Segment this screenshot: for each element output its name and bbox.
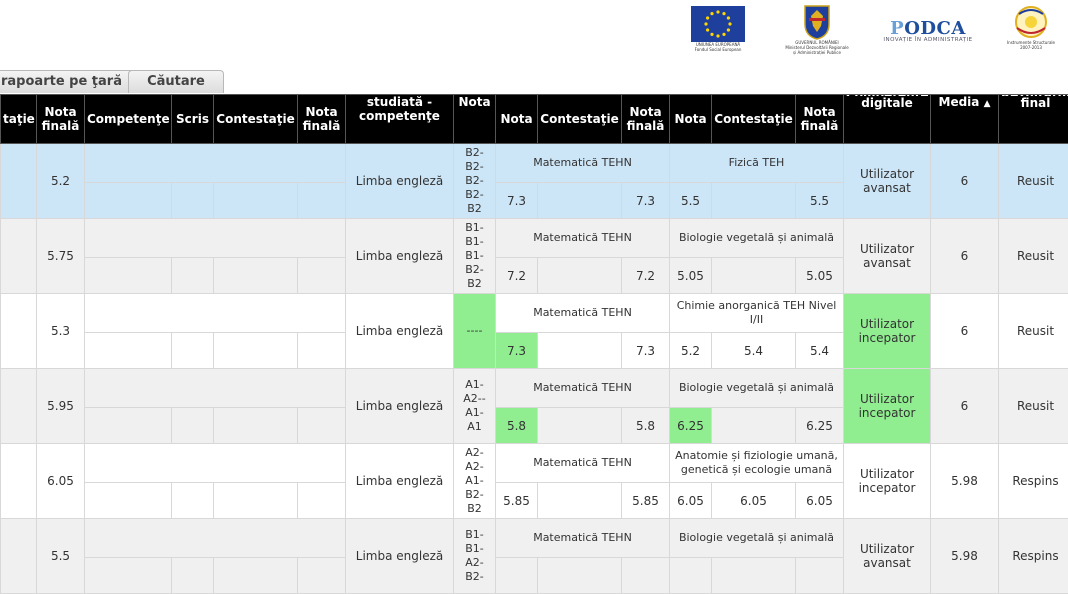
table-row[interactable] [1,369,1068,408]
cell-subj2-contestatie: 6.05 [712,483,796,519]
cell-subj2-contestatie [712,258,796,294]
col-rezultat-final[interactable]: final [999,95,1068,144]
cell-subject-1: Matematică TEHN [496,144,670,183]
cell-subj2-nota-finala [796,558,844,594]
cell-subject-2: Anatomie și fiziologie umană, genetică și ecologie umană [670,444,844,483]
cell-media: 6 [931,294,999,369]
cell-subj2-nota-finala: 6.05 [796,483,844,519]
cell-subj1-contestatie [538,183,622,219]
cell-subject-2: Biologie vegetală și animală [670,519,844,558]
cell-nota-finala-2 [298,183,346,219]
cell-media: 6 [931,219,999,294]
table-row[interactable] [1,294,1068,333]
tab-bar [0,70,1068,94]
cell-subj1-nota: 5.85 [496,483,538,519]
cell-competente [85,483,172,519]
cell-subject-1: Matematică TEHN [496,519,670,558]
cell-subj2-nota-finala: 5.05 [796,258,844,294]
col-scris[interactable]: Scris [172,95,214,144]
cell-subj1-nota: 5.8 [496,408,538,444]
cell-subject-1: Matematică TEHN [496,294,670,333]
cell-subj1-nota-finala: 7.3 [622,333,670,369]
col-contestatie[interactable]: Contestaţie [214,95,298,144]
cell-subject-1: Matematică TEHN [496,219,670,258]
instrumente-structurale-logo: Instrumente Structurale 2007-2013 [1000,4,1062,50]
col-subj2-nota[interactable]: Nota [670,95,712,144]
cell-subject-1: Matematică TEHN [496,444,670,483]
cell-scris [172,258,214,294]
cell-subject-2: Biologie vegetală și animală [670,369,844,408]
cell-contestatie-2 [214,333,298,369]
cell-subj2-nota: 5.05 [670,258,712,294]
cell-rezultat: Reusit [999,369,1068,444]
cell-rezultat: Reusit [999,144,1068,219]
header-logos [0,0,1068,70]
cell-subject-2: Chimie anorganică TEH Nivel I/II [670,294,844,333]
cell-competente-digitale: Utilizator incepator [844,294,931,369]
eu-logo: UNIUNEA EUROPEANĂ Fondul Social European [690,6,746,52]
cell-nota-finala-2 [298,333,346,369]
cell-limba: Limba engleză [346,294,454,369]
cell-subj2-nota: 5.2 [670,333,712,369]
cell-competente-digitale: Utilizator avansat [844,519,931,594]
cell-subj1-contestatie [538,333,622,369]
cell-nivel: B1- B1- A2- B2- [454,519,496,594]
cell-scris [172,558,214,594]
cell-nota-finala-2 [298,258,346,294]
cell-subj2-contestatie [712,558,796,594]
cell-subj1-contestatie [538,558,622,594]
cell-nota-finala: 5.5 [37,519,85,594]
cell-subj2-nota: 5.5 [670,183,712,219]
cell-subj1-contestatie [538,258,622,294]
cell-contestatie [1,519,37,594]
cell-subj1-contestatie [538,483,622,519]
col-subj1-nota-finala[interactable]: Nota finală [622,95,670,144]
cell-rezultat: Reusit [999,294,1068,369]
cell-subj2-nota: 6.05 [670,483,712,519]
cell-subj1-contestatie [538,408,622,444]
cell-subj2-contestatie [712,183,796,219]
cell-competente-digitale: Utilizator incepator [844,444,931,519]
cell-limba: Limba engleză [346,219,454,294]
cell-competente [85,183,172,219]
cell-competente-top [85,444,346,483]
table-header-row [1,95,1068,144]
cell-nota-finala: 5.95 [37,369,85,444]
col-media[interactable]: Media ▲ [931,95,999,144]
cell-rezultat: Respins [999,519,1068,594]
results-table [0,94,1068,594]
cell-competente-digitale: Utilizator avansat [844,144,931,219]
cell-contestatie [1,144,37,219]
col-limba-studiata[interactable]: studiată - competenţe [346,95,454,144]
cell-competente [85,408,172,444]
cell-nivel: B1- B1- B1- B2- B2 [454,219,496,294]
cell-limba: Limba engleză [346,144,454,219]
cell-subj2-nota-finala: 5.5 [796,183,844,219]
cell-scris [172,483,214,519]
cell-contestatie-2 [214,558,298,594]
cell-subj2-nota-finala: 5.4 [796,333,844,369]
cell-competente-digitale: Utilizator incepator [844,369,931,444]
cell-nota-finala: 5.2 [37,144,85,219]
cell-subject-2: Biologie vegetală și animală [670,219,844,258]
cell-subj2-nota [670,558,712,594]
tab-rapoarte-pe-tara[interactable]: rapoarte pe ţară [0,70,136,93]
table-row[interactable] [1,144,1068,183]
cell-subj1-nota-finala: 5.8 [622,408,670,444]
government-logo: GUVERNUL ROMÂNIEI Ministerul Dezvoltării Regionale și Administrației Publice [775,4,859,55]
cell-subj1-nota: 7.2 [496,258,538,294]
cell-competente-top [85,369,346,408]
cell-nota-finala-2 [298,408,346,444]
cell-competente-top [85,219,346,258]
cell-contestatie [1,444,37,519]
cell-competente-top [85,294,346,333]
cell-limba: Limba engleză [346,369,454,444]
cell-subject-2: Fizică TEH [670,144,844,183]
cell-contestatie [1,219,37,294]
col-subj2-contestatie[interactable]: Contestaţie [712,95,796,144]
table-row[interactable] [1,219,1068,258]
col-competente-digitale[interactable]: digitale [844,95,931,144]
cell-limba: Limba engleză [346,519,454,594]
cell-nivel: ---- [454,294,496,369]
sort-ascending-icon[interactable]: ▲ [984,99,991,109]
cell-media: 6 [931,369,999,444]
cell-nota-finala: 5.3 [37,294,85,369]
cell-subj1-nota-finala: 5.85 [622,483,670,519]
cell-subj1-nota [496,558,538,594]
cell-subj1-nota: 7.3 [496,183,538,219]
cell-nota-finala-2 [298,558,346,594]
cell-scris [172,333,214,369]
col-nota-finala[interactable]: Nota finală [37,95,85,144]
col-nivel-nota[interactable]: Nota [454,95,496,144]
cell-competente-digitale: Utilizator avansat [844,219,931,294]
cell-media: 5.98 [931,519,999,594]
cell-competente-top [85,144,346,183]
cell-nota-finala: 6.05 [37,444,85,519]
cell-contestatie-2 [214,258,298,294]
cell-contestatie-2 [214,483,298,519]
cell-competente [85,333,172,369]
cell-media: 6 [931,144,999,219]
cell-media: 5.98 [931,444,999,519]
cell-subj2-contestatie: 5.4 [712,333,796,369]
cell-subj2-nota-finala: 6.25 [796,408,844,444]
cell-nivel: A1- A2-- A1- A1 [454,369,496,444]
cell-nota-finala-2 [298,483,346,519]
cell-competente [85,558,172,594]
cell-scris [172,183,214,219]
cell-subj1-nota-finala: 7.2 [622,258,670,294]
cell-subj2-nota: 6.25 [670,408,712,444]
cell-subj1-nota-finala: 7.3 [622,183,670,219]
cell-subj2-contestatie [712,408,796,444]
table-row[interactable] [1,519,1068,558]
table-row[interactable] [1,444,1068,483]
cell-competente-top [85,519,346,558]
cell-competente [85,258,172,294]
tab-cautare[interactable]: Căutare [128,70,224,93]
cell-nota-finala: 5.75 [37,219,85,294]
cell-subj1-nota: 7.3 [496,333,538,369]
cell-contestatie [1,369,37,444]
col-nota-finala-2[interactable]: Nota finală [298,95,346,144]
cell-nivel: B2- B2- B2- B2- B2 [454,144,496,219]
instrumente-structurale-icon [1013,4,1049,40]
cell-contestatie-2 [214,183,298,219]
cell-limba: Limba engleză [346,444,454,519]
col-subj1-contestatie[interactable]: Contestaţie [538,95,622,144]
cell-subject-1: Matematică TEHN [496,369,670,408]
col-subj1-nota[interactable]: Nota [496,95,538,144]
podca-logo: PODCA INOVAȚIE ÎN ADMINISTRAȚIE [880,18,976,43]
cell-scris [172,408,214,444]
eu-flag-icon [691,6,745,42]
cell-contestatie [1,294,37,369]
cell-rezultat: Reusit [999,219,1068,294]
col-competente[interactable]: Competenţe [85,95,172,144]
col-subj2-nota-finala[interactable]: Nota finală [796,95,844,144]
cell-nivel: A2- A2- A1- B2- B2 [454,444,496,519]
cell-rezultat: Respins [999,444,1068,519]
col-contestatie-partial[interactable]: taţie [1,95,37,144]
romania-crest-icon [803,4,831,40]
cell-contestatie-2 [214,408,298,444]
cell-subj1-nota-finala [622,558,670,594]
